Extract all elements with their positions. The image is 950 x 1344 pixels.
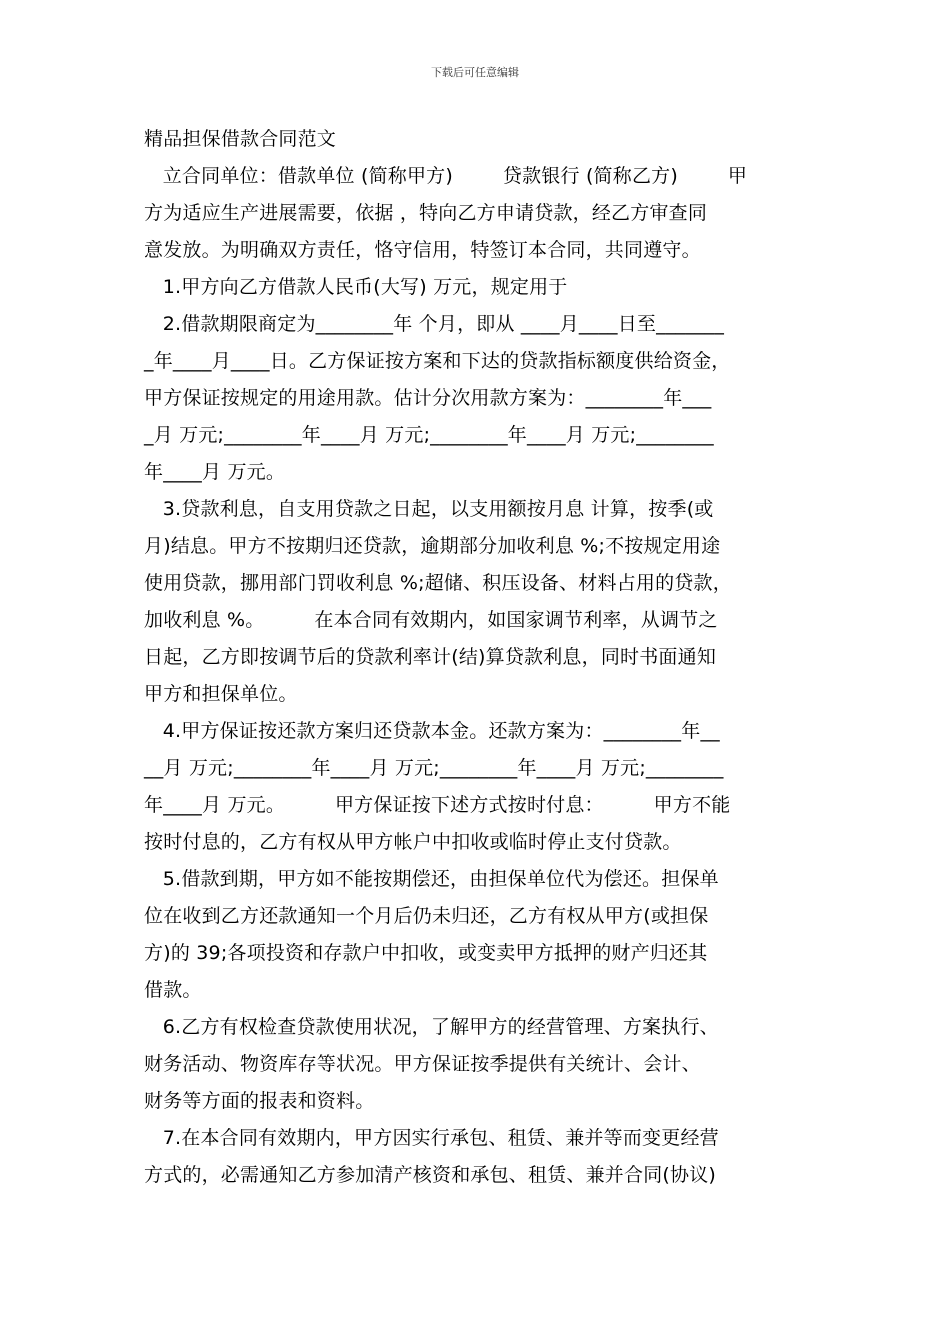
paragraph-line: 甲方和担保单位。: [144, 683, 298, 705]
paragraph-line: 借款。: [144, 979, 202, 1001]
paragraph-line: 方式的，必需通知乙方参加清产核资和承包、租赁、兼并合同(协议): [144, 1164, 717, 1186]
paragraph: [144, 1009, 810, 1120]
document-body: [144, 121, 810, 1194]
paragraph-line: 年____月 万元。: [144, 461, 286, 483]
paragraph-line: 年____月 万元。 甲方保证按下述方式按时付息： 甲方不能: [144, 794, 731, 816]
paragraph-line: 日起，乙方即按调节后的贷款利率计(结)算贷款利息，同时书面通知: [144, 646, 717, 668]
paragraph-line: 2.借款期限商定为________年 个月，即从 ____月____日至_______: [144, 313, 725, 335]
paragraph-line: 5.借款到期，甲方如不能按期偿还，由担保单位代为偿还。担保单: [144, 868, 719, 890]
paragraph-line: 加收利息 %。 在本合同有效期内，如国家调节利率，从调节之: [144, 609, 718, 631]
paragraph-line: 4.甲方保证按还款方案归还贷款本金。还款方案为：________年__: [144, 720, 720, 742]
paragraph-line: 6.乙方有权检查贷款使用状况，了解甲方的经营管理、方案执行、: [144, 1016, 719, 1038]
paragraph: [144, 306, 810, 491]
paragraph: [144, 861, 810, 1009]
paragraph-line: 3.贷款利息，自支用贷款之日起，以支用额按月息 计算，按季(或: [144, 498, 714, 520]
paragraph-line: 财务活动、物资库存等状况。甲方保证按季提供有关统计、会计、: [144, 1053, 701, 1075]
paragraph-line: 方)的 39;各项投资和存款户中扣收，或变卖甲方抵押的财产归还其: [144, 942, 708, 964]
paragraph: [144, 1120, 810, 1194]
paragraph-line: _年____月____日。乙方保证按方案和下达的贷款指标额度供给资金，: [144, 350, 731, 372]
paragraph-line: 意发放。为明确双方责任，恪守信用，特签订本合同，共同遵守。: [144, 239, 701, 261]
page-header: 下载后可任意编辑: [431, 66, 519, 79]
paragraph-line: 方为适应生产进展需要，依据 ，特向乙方申请贷款，经乙方审查同: [144, 202, 708, 224]
paragraph-line: 按时付息的，乙方有权从甲方帐户中扣收或临时停止支付贷款。: [144, 831, 682, 853]
paragraph-line: _月 万元;________年____月 万元;________年____月 万元;________: [144, 424, 714, 446]
paragraph: [144, 713, 810, 861]
paragraph: [144, 158, 810, 269]
paragraph-line: 月)结息。甲方不按期归还贷款，逾期部分加收利息 %;不按规定用途: [144, 535, 721, 557]
paragraph-line: 立合同单位：借款单位 (简称甲方) 贷款银行 (简称乙方) 甲: [144, 165, 748, 187]
paragraph-line: 7.在本合同有效期内，甲方因实行承包、租赁、兼并等而变更经营: [144, 1127, 719, 1149]
paragraph-line: 财务等方面的报表和资料。: [144, 1090, 375, 1112]
paragraph-line: 位在收到乙方还款通知一个月后仍未归还，乙方有权从甲方(或担保: [144, 905, 709, 927]
paragraph-line: __月 万元;________年____月 万元;________年____月 万元;________: [144, 757, 724, 779]
paragraph-line: 使用贷款，挪用部门罚收利息 %;超储、积压设备、材料占用的贷款，: [144, 572, 732, 594]
paragraph: [144, 491, 810, 713]
paragraph: [144, 269, 810, 306]
paragraph-line: 1.甲方向乙方借款人民币(大写) 万元，规定用于: [144, 276, 568, 298]
paragraph-list: [144, 158, 810, 1194]
document-title: 精品担保借款合同范文: [144, 128, 337, 150]
paragraph-line: 甲方保证按规定的用途用款。估计分次用款方案为：________年___: [144, 387, 712, 409]
